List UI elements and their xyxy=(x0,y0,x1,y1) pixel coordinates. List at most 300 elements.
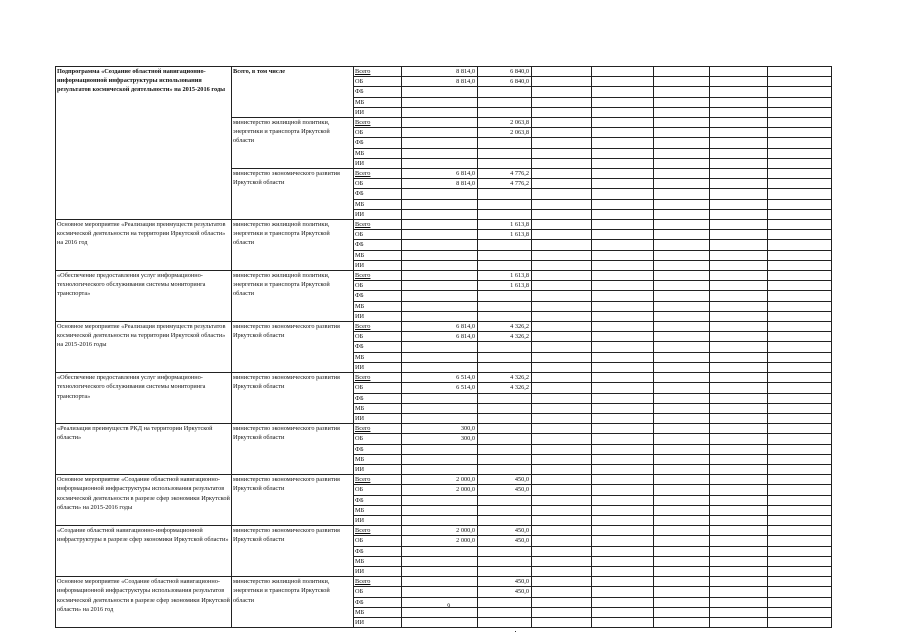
empty-cell xyxy=(592,189,654,199)
value-2016-cell: 450,0 xyxy=(478,587,532,597)
empty-cell xyxy=(592,454,654,464)
value-2016-cell: 1 613,8 xyxy=(478,281,532,291)
value-2015-cell xyxy=(402,189,478,199)
funding-source-cell: ФБ xyxy=(354,546,402,556)
value-2016-cell: 450,0 xyxy=(478,485,532,495)
empty-cell xyxy=(710,485,768,495)
table-row xyxy=(56,526,832,536)
value-2016-cell xyxy=(478,464,532,474)
value-2015-cell xyxy=(402,87,478,97)
empty-cell xyxy=(768,352,832,362)
funding-source-cell: Всего xyxy=(354,118,402,128)
funding-source-cell: ИИ xyxy=(354,260,402,270)
empty-cell xyxy=(654,505,710,515)
funding-source-cell: ФБ xyxy=(354,240,402,250)
empty-cell xyxy=(710,617,768,627)
empty-cell xyxy=(710,373,768,383)
value-2016-cell xyxy=(478,352,532,362)
empty-cell xyxy=(710,107,768,117)
value-2016-cell xyxy=(478,291,532,301)
empty-cell xyxy=(710,138,768,148)
empty-cell xyxy=(592,393,654,403)
empty-cell xyxy=(654,67,710,77)
value-2015-cell xyxy=(402,118,478,128)
value-2016-cell xyxy=(478,342,532,352)
empty-cell xyxy=(710,444,768,454)
empty-cell xyxy=(768,383,832,393)
empty-cell xyxy=(532,67,592,77)
empty-cell xyxy=(768,118,832,128)
empty-cell xyxy=(532,464,592,474)
value-2015-cell xyxy=(402,281,478,291)
empty-cell xyxy=(768,424,832,434)
empty-cell xyxy=(592,301,654,311)
empty-cell xyxy=(654,291,710,301)
value-2016-cell: 1 613,8 xyxy=(478,220,532,230)
executor-cell: министерство экономического развития Иркутской области xyxy=(232,475,354,526)
value-2016-cell: 4 776,2 xyxy=(478,169,532,179)
empty-cell xyxy=(654,128,710,138)
empty-cell xyxy=(654,118,710,128)
empty-cell xyxy=(654,464,710,474)
funding-source-cell: ФБ xyxy=(354,495,402,505)
empty-cell xyxy=(532,240,592,250)
empty-cell xyxy=(710,526,768,536)
empty-cell xyxy=(768,189,832,199)
value-2016-cell xyxy=(478,424,532,434)
empty-cell xyxy=(592,373,654,383)
empty-cell xyxy=(592,342,654,352)
empty-cell xyxy=(592,260,654,270)
value-2016-cell: 1 613,8 xyxy=(478,271,532,281)
empty-cell xyxy=(592,617,654,627)
empty-cell xyxy=(710,424,768,434)
empty-cell xyxy=(768,138,832,148)
empty-cell xyxy=(768,220,832,230)
executor-cell: министерство жилищной политики, энергетики и транспорта Иркутской области xyxy=(232,271,354,322)
empty-cell xyxy=(710,189,768,199)
empty-cell xyxy=(592,87,654,97)
value-2016-cell xyxy=(478,393,532,403)
empty-cell xyxy=(654,383,710,393)
funding-source-cell: Всего xyxy=(354,322,402,332)
empty-cell xyxy=(768,597,832,607)
value-2015-cell xyxy=(402,128,478,138)
empty-cell xyxy=(710,464,768,474)
funding-source-cell: Всего xyxy=(354,271,402,281)
executor-cell: Всего, в том числе xyxy=(232,67,354,118)
empty-cell xyxy=(768,413,832,423)
funding-source-cell: МБ xyxy=(354,505,402,515)
funding-source-cell: МБ xyxy=(354,148,402,158)
empty-cell xyxy=(592,526,654,536)
empty-cell xyxy=(654,97,710,107)
value-2016-cell xyxy=(478,434,532,444)
empty-cell xyxy=(532,291,592,301)
empty-cell xyxy=(654,332,710,342)
empty-cell xyxy=(710,230,768,240)
empty-cell xyxy=(768,209,832,219)
table-row xyxy=(56,475,832,485)
value-2015-cell: 6 814,0 xyxy=(402,169,478,179)
empty-cell xyxy=(532,505,592,515)
empty-cell xyxy=(532,199,592,209)
empty-cell xyxy=(654,607,710,617)
value-2015-cell xyxy=(402,454,478,464)
empty-cell xyxy=(532,444,592,454)
value-2016-cell xyxy=(478,189,532,199)
empty-cell xyxy=(592,240,654,250)
measure-name-cell: Основное мероприятие «Реализация преимуществ результатов космической деятельности на территории Иркутской области» на 2015-2016 годы xyxy=(56,322,232,373)
funding-source-cell: ОБ xyxy=(354,485,402,495)
empty-cell xyxy=(768,250,832,260)
empty-cell xyxy=(768,332,832,342)
empty-cell xyxy=(532,556,592,566)
empty-cell xyxy=(532,332,592,342)
value-2015-cell xyxy=(402,291,478,301)
empty-cell xyxy=(654,475,710,485)
funding-source-cell: МБ xyxy=(354,352,402,362)
empty-cell xyxy=(654,536,710,546)
empty-cell xyxy=(768,107,832,117)
empty-cell xyxy=(768,444,832,454)
empty-cell xyxy=(654,403,710,413)
table-row xyxy=(56,373,832,383)
empty-cell xyxy=(768,566,832,576)
empty-cell xyxy=(592,67,654,77)
value-2016-cell xyxy=(478,413,532,423)
empty-cell xyxy=(710,240,768,250)
value-2016-cell xyxy=(478,199,532,209)
empty-cell xyxy=(592,220,654,230)
empty-cell xyxy=(592,250,654,260)
empty-cell xyxy=(532,209,592,219)
funding-source-cell: ОБ xyxy=(354,383,402,393)
empty-cell xyxy=(654,230,710,240)
executor-cell: министерство жилищной политики, энергетики и транспорта Иркутской области xyxy=(232,118,354,169)
empty-cell xyxy=(768,342,832,352)
funding-source-cell: МБ xyxy=(354,556,402,566)
value-2016-cell xyxy=(478,107,532,117)
empty-cell xyxy=(710,403,768,413)
funding-source-cell: МБ xyxy=(354,607,402,617)
table-row xyxy=(56,271,832,281)
empty-cell xyxy=(654,158,710,168)
empty-cell xyxy=(654,597,710,607)
empty-cell xyxy=(592,179,654,189)
value-2015-cell xyxy=(402,220,478,230)
empty-cell xyxy=(654,526,710,536)
funding-source-cell: МБ xyxy=(354,199,402,209)
empty-cell xyxy=(710,158,768,168)
empty-cell xyxy=(710,271,768,281)
empty-cell xyxy=(532,454,592,464)
value-2015-cell xyxy=(402,240,478,250)
funding-source-cell: ФБ xyxy=(354,189,402,199)
executor-cell: министерство экономического развития Иркутской области xyxy=(232,373,354,424)
value-2015-cell: 2 000,0 xyxy=(402,485,478,495)
value-2016-cell xyxy=(478,362,532,372)
empty-cell xyxy=(592,148,654,158)
empty-cell xyxy=(654,250,710,260)
empty-cell xyxy=(768,97,832,107)
measure-name-cell: «Создание областной навигационно-информационной инфраструктуры в разрезе сфер экономики Иркутской области» xyxy=(56,526,232,577)
value-2015-cell xyxy=(402,617,478,627)
funding-source-cell: Всего xyxy=(354,526,402,536)
budget-table-container xyxy=(55,66,832,628)
funding-source-cell: МБ xyxy=(354,403,402,413)
value-2016-cell xyxy=(478,158,532,168)
empty-cell xyxy=(710,209,768,219)
empty-cell xyxy=(654,556,710,566)
funding-source-cell: МБ xyxy=(354,454,402,464)
empty-cell xyxy=(654,413,710,423)
empty-cell xyxy=(654,515,710,525)
measure-name-cell: Основное мероприятие «Реализация преимуществ результатов космической деятельности на территории Иркутской области» на 2016 год xyxy=(56,220,232,271)
empty-cell xyxy=(768,607,832,617)
empty-cell xyxy=(532,128,592,138)
empty-cell xyxy=(532,485,592,495)
empty-cell xyxy=(532,322,592,332)
empty-cell xyxy=(592,209,654,219)
empty-cell xyxy=(654,301,710,311)
value-2016-cell xyxy=(478,597,532,607)
empty-cell xyxy=(532,434,592,444)
funding-source-cell: Всего xyxy=(354,67,402,77)
empty-cell xyxy=(654,373,710,383)
empty-cell xyxy=(592,291,654,301)
empty-cell xyxy=(654,566,710,576)
funding-source-cell: Всего xyxy=(354,169,402,179)
funding-source-cell: Всего xyxy=(354,577,402,587)
value-2016-cell xyxy=(478,97,532,107)
empty-cell xyxy=(592,362,654,372)
executor-cell: министерство экономического развития Иркутской области xyxy=(232,169,354,220)
funding-source-cell: ИИ xyxy=(354,311,402,321)
empty-cell xyxy=(532,169,592,179)
empty-cell xyxy=(532,413,592,423)
empty-cell xyxy=(768,505,832,515)
value-2016-cell: 450,0 xyxy=(478,577,532,587)
empty-cell xyxy=(592,403,654,413)
empty-cell xyxy=(654,220,710,230)
funding-source-cell: ОБ xyxy=(354,434,402,444)
empty-cell xyxy=(592,322,654,332)
value-2016-cell xyxy=(478,495,532,505)
measure-name-cell: Основное мероприятие «Создание областной навигационно-информационной инфраструктуры использования результатов космической деятельности в разрезе сфер экономики Иркутской области» на 2016 год xyxy=(56,577,232,628)
empty-cell xyxy=(768,158,832,168)
empty-cell xyxy=(532,515,592,525)
value-2015-cell xyxy=(402,413,478,423)
empty-cell xyxy=(768,179,832,189)
value-2015-cell xyxy=(402,597,478,607)
value-2015-cell xyxy=(402,393,478,403)
empty-cell xyxy=(532,271,592,281)
empty-cell xyxy=(710,515,768,525)
empty-cell xyxy=(710,556,768,566)
value-2015-cell xyxy=(402,199,478,209)
empty-cell xyxy=(710,475,768,485)
empty-cell xyxy=(592,424,654,434)
table-row xyxy=(56,220,832,230)
empty-cell xyxy=(592,413,654,423)
empty-cell xyxy=(592,505,654,515)
empty-cell xyxy=(768,67,832,77)
empty-cell xyxy=(654,260,710,270)
empty-cell xyxy=(710,332,768,342)
value-2015-cell xyxy=(402,495,478,505)
value-2015-cell xyxy=(402,566,478,576)
executor-cell: министерство жилищной политики, энергетики и транспорта Иркутской области xyxy=(232,220,354,271)
value-2016-cell xyxy=(478,250,532,260)
value-2015-cell: 6 814,0 xyxy=(402,322,478,332)
value-2015-cell xyxy=(402,97,478,107)
empty-cell xyxy=(532,362,592,372)
empty-cell xyxy=(768,485,832,495)
empty-cell xyxy=(768,526,832,536)
empty-cell xyxy=(532,373,592,383)
value-2015-cell: 8 814,0 xyxy=(402,179,478,189)
empty-cell xyxy=(654,107,710,117)
funding-source-cell: Всего xyxy=(354,373,402,383)
empty-cell xyxy=(710,311,768,321)
funding-source-cell: ОБ xyxy=(354,77,402,87)
empty-cell xyxy=(654,199,710,209)
empty-cell xyxy=(532,383,592,393)
funding-source-cell: МБ xyxy=(354,301,402,311)
value-2016-cell xyxy=(478,311,532,321)
value-2015-cell xyxy=(402,260,478,270)
value-2015-cell xyxy=(402,464,478,474)
value-2016-cell xyxy=(478,301,532,311)
funding-source-cell: ФБ xyxy=(354,393,402,403)
empty-cell xyxy=(768,515,832,525)
empty-cell xyxy=(768,77,832,87)
empty-cell xyxy=(768,403,832,413)
value-2015-cell xyxy=(402,505,478,515)
value-2015-cell xyxy=(402,311,478,321)
empty-cell xyxy=(710,546,768,556)
empty-cell xyxy=(592,169,654,179)
empty-cell xyxy=(532,281,592,291)
empty-cell xyxy=(532,566,592,576)
value-2015-cell xyxy=(402,362,478,372)
funding-source-cell: ИИ xyxy=(354,413,402,423)
value-2016-cell: 450,0 xyxy=(478,536,532,546)
empty-cell xyxy=(710,199,768,209)
empty-cell xyxy=(768,536,832,546)
empty-cell xyxy=(654,77,710,87)
value-2015-cell xyxy=(402,444,478,454)
funding-source-cell: ИИ xyxy=(354,209,402,219)
empty-cell xyxy=(654,495,710,505)
empty-cell xyxy=(710,413,768,423)
funding-source-cell: ИИ xyxy=(354,158,402,168)
empty-cell xyxy=(592,464,654,474)
empty-cell xyxy=(710,566,768,576)
value-2015-cell xyxy=(402,107,478,117)
executor-cell: министерство экономического развития Иркутской области xyxy=(232,526,354,577)
funding-source-cell: ОБ xyxy=(354,536,402,546)
empty-cell xyxy=(532,536,592,546)
empty-cell xyxy=(654,342,710,352)
empty-cell xyxy=(654,311,710,321)
empty-cell xyxy=(532,577,592,587)
value-2016-cell xyxy=(478,444,532,454)
empty-cell xyxy=(710,220,768,230)
empty-cell xyxy=(768,199,832,209)
empty-cell xyxy=(532,617,592,627)
empty-cell xyxy=(654,240,710,250)
empty-cell xyxy=(592,118,654,128)
empty-cell xyxy=(592,311,654,321)
empty-cell xyxy=(592,107,654,117)
value-2016-cell xyxy=(478,566,532,576)
empty-cell xyxy=(654,189,710,199)
value-2016-cell: 4 326,2 xyxy=(478,332,532,342)
executor-cell: министерство экономического развития Иркутской области xyxy=(232,322,354,373)
value-2015-cell: 2 000,0 xyxy=(402,536,478,546)
empty-cell xyxy=(710,505,768,515)
empty-cell xyxy=(592,199,654,209)
measure-name-cell: «Обеспечение предоставления услуг информационно-технологического обслуживания системы мониторинга транспорта» xyxy=(56,271,232,322)
value-2015-cell: 300,0 xyxy=(402,434,478,444)
empty-cell xyxy=(654,444,710,454)
empty-cell xyxy=(710,362,768,372)
value-2016-cell xyxy=(478,403,532,413)
value-2016-cell xyxy=(478,148,532,158)
empty-cell xyxy=(768,617,832,627)
empty-cell xyxy=(532,546,592,556)
funding-source-cell: ОБ xyxy=(354,332,402,342)
empty-cell xyxy=(710,577,768,587)
funding-source-cell: ИИ xyxy=(354,107,402,117)
funding-source-cell: ФБ xyxy=(354,291,402,301)
empty-cell xyxy=(710,352,768,362)
executor-cell: министерство экономического развития Иркутской области xyxy=(232,424,354,475)
empty-cell xyxy=(768,87,832,97)
empty-cell xyxy=(654,454,710,464)
empty-cell xyxy=(654,271,710,281)
value-2016-cell xyxy=(478,505,532,515)
budget-table xyxy=(55,66,832,628)
empty-cell xyxy=(532,189,592,199)
empty-cell xyxy=(592,485,654,495)
funding-source-cell: ФБ xyxy=(354,138,402,148)
scan-artifact xyxy=(515,631,516,632)
value-2015-cell xyxy=(402,342,478,352)
empty-cell xyxy=(532,587,592,597)
funding-source-cell: МБ xyxy=(354,250,402,260)
empty-cell xyxy=(654,138,710,148)
empty-cell xyxy=(710,342,768,352)
empty-cell xyxy=(768,281,832,291)
empty-cell xyxy=(532,393,592,403)
funding-source-cell: ФБ xyxy=(354,342,402,352)
empty-cell xyxy=(592,566,654,576)
value-2015-cell xyxy=(402,271,478,281)
empty-cell xyxy=(654,434,710,444)
value-2015-cell xyxy=(402,209,478,219)
empty-cell xyxy=(532,526,592,536)
empty-cell xyxy=(654,148,710,158)
value-2015-cell: 2 000,0 xyxy=(402,526,478,536)
empty-cell xyxy=(592,138,654,148)
value-2016-cell xyxy=(478,546,532,556)
funding-source-cell: ОБ xyxy=(354,281,402,291)
empty-cell xyxy=(592,271,654,281)
empty-cell xyxy=(768,434,832,444)
